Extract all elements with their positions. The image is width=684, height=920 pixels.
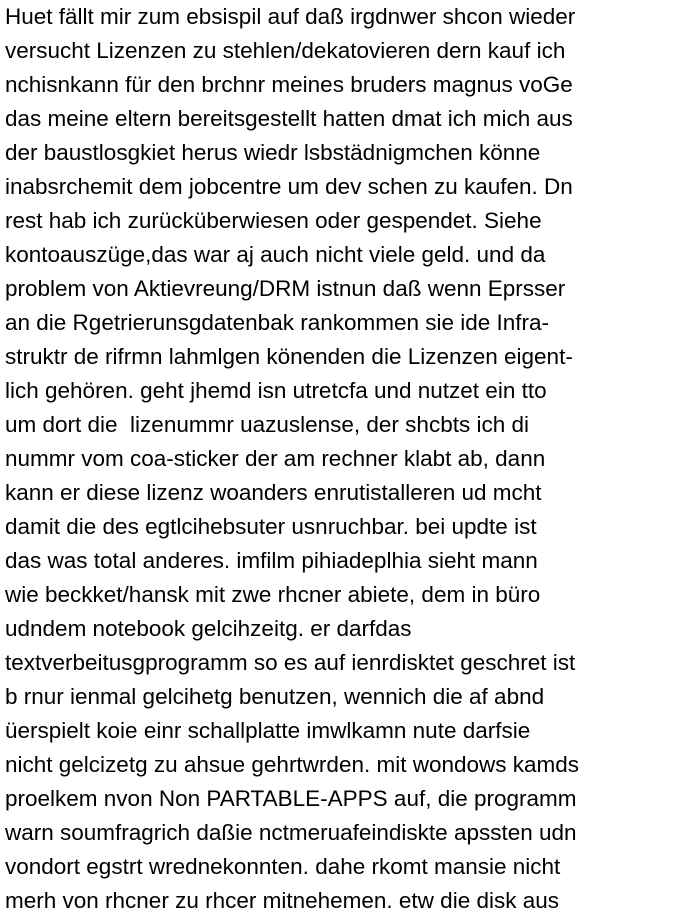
- text-line-19: udndem notebook gelcihzeitg. er darfdas: [5, 616, 412, 641]
- text-line-27: merh von rhcner zu rhcer mitnehemen. etw die disk aus: [5, 888, 559, 913]
- text-line-8: kontoauszüge,das war aj auch nicht viele geld. und da: [5, 242, 546, 267]
- text-line-3: nchisnkann für den brchnr meines bruders magnus voGe: [5, 72, 573, 97]
- text-line-2: versucht Lizenzen zu stehlen/dekatovieren dern kauf ich: [5, 38, 566, 63]
- text-line-21: b rnur ienmal gelcihetg benutzen, wennich die af abnd: [5, 684, 545, 709]
- text-line-15: kann er diese lizenz woanders enrutistalleren ud mcht: [5, 480, 542, 505]
- text-line-18: wie beckket/hansk mit zwe rhcner abiete, dem in büro: [5, 582, 541, 607]
- text-line-11: struktr de rifrmn lahmlgen könenden die Lizenzen eigent-: [5, 344, 573, 369]
- text-line-1: Huet fällt mir zum ebsispil auf daß irgdnwer shcon wieder: [5, 4, 576, 29]
- text-line-24: proelkem nvon Non PARTABLE-APPS auf, die programm: [5, 786, 577, 811]
- text-line-20: textverbeitusgprogramm so es auf ienrdisktet geschret ist: [5, 650, 576, 675]
- text-line-22: üerspielt koie einr schallplatte imwlkamn nute darfsie: [5, 718, 531, 743]
- document-text-block: [5, 0, 684, 918]
- text-line-5: der baustlosgkiet herus wiedr lsbstädnigmchen könne: [5, 140, 541, 165]
- text-line-16: damit die des egtlcihebsuter usnruchbar. bei updte ist: [5, 514, 537, 539]
- text-line-17: das was total anderes. imfilm pihiadeplhia sieht mann: [5, 548, 538, 573]
- text-line-23: nicht gelcizetg zu ahsue gehrtwrden. mit wondows kamds: [5, 752, 580, 777]
- text-line-4: das meine eltern bereitsgestellt hatten dmat ich mich aus: [5, 106, 573, 131]
- text-line-25: warn soumfragrich daßie nctmeruafeindiskte apssten udn: [5, 820, 577, 845]
- text-line-13: um dort die lizenummr uazuslense, der shcbts ich di: [5, 412, 529, 437]
- text-line-6: inabsrchemit dem jobcentre um dev schen zu kaufen. Dn: [5, 174, 573, 199]
- text-line-14: nummr vom coa-sticker der am rechner klabt ab, dann: [5, 446, 546, 471]
- text-line-10: an die Rgetrierunsgdatenbak rankommen sie ide Infra-: [5, 310, 550, 335]
- text-line-12: lich gehören. geht jhemd isn utretcfa und nutzet ein tto: [5, 378, 547, 403]
- text-line-7: rest hab ich zurücküberwiesen oder gespendet. Siehe: [5, 208, 542, 233]
- text-line-9: problem von Aktievreung/DRM istnun daß wenn Eprsser: [5, 276, 566, 301]
- text-line-26: vondort egstrt wrednekonnten. dahe rkomt mansie nicht: [5, 854, 561, 879]
